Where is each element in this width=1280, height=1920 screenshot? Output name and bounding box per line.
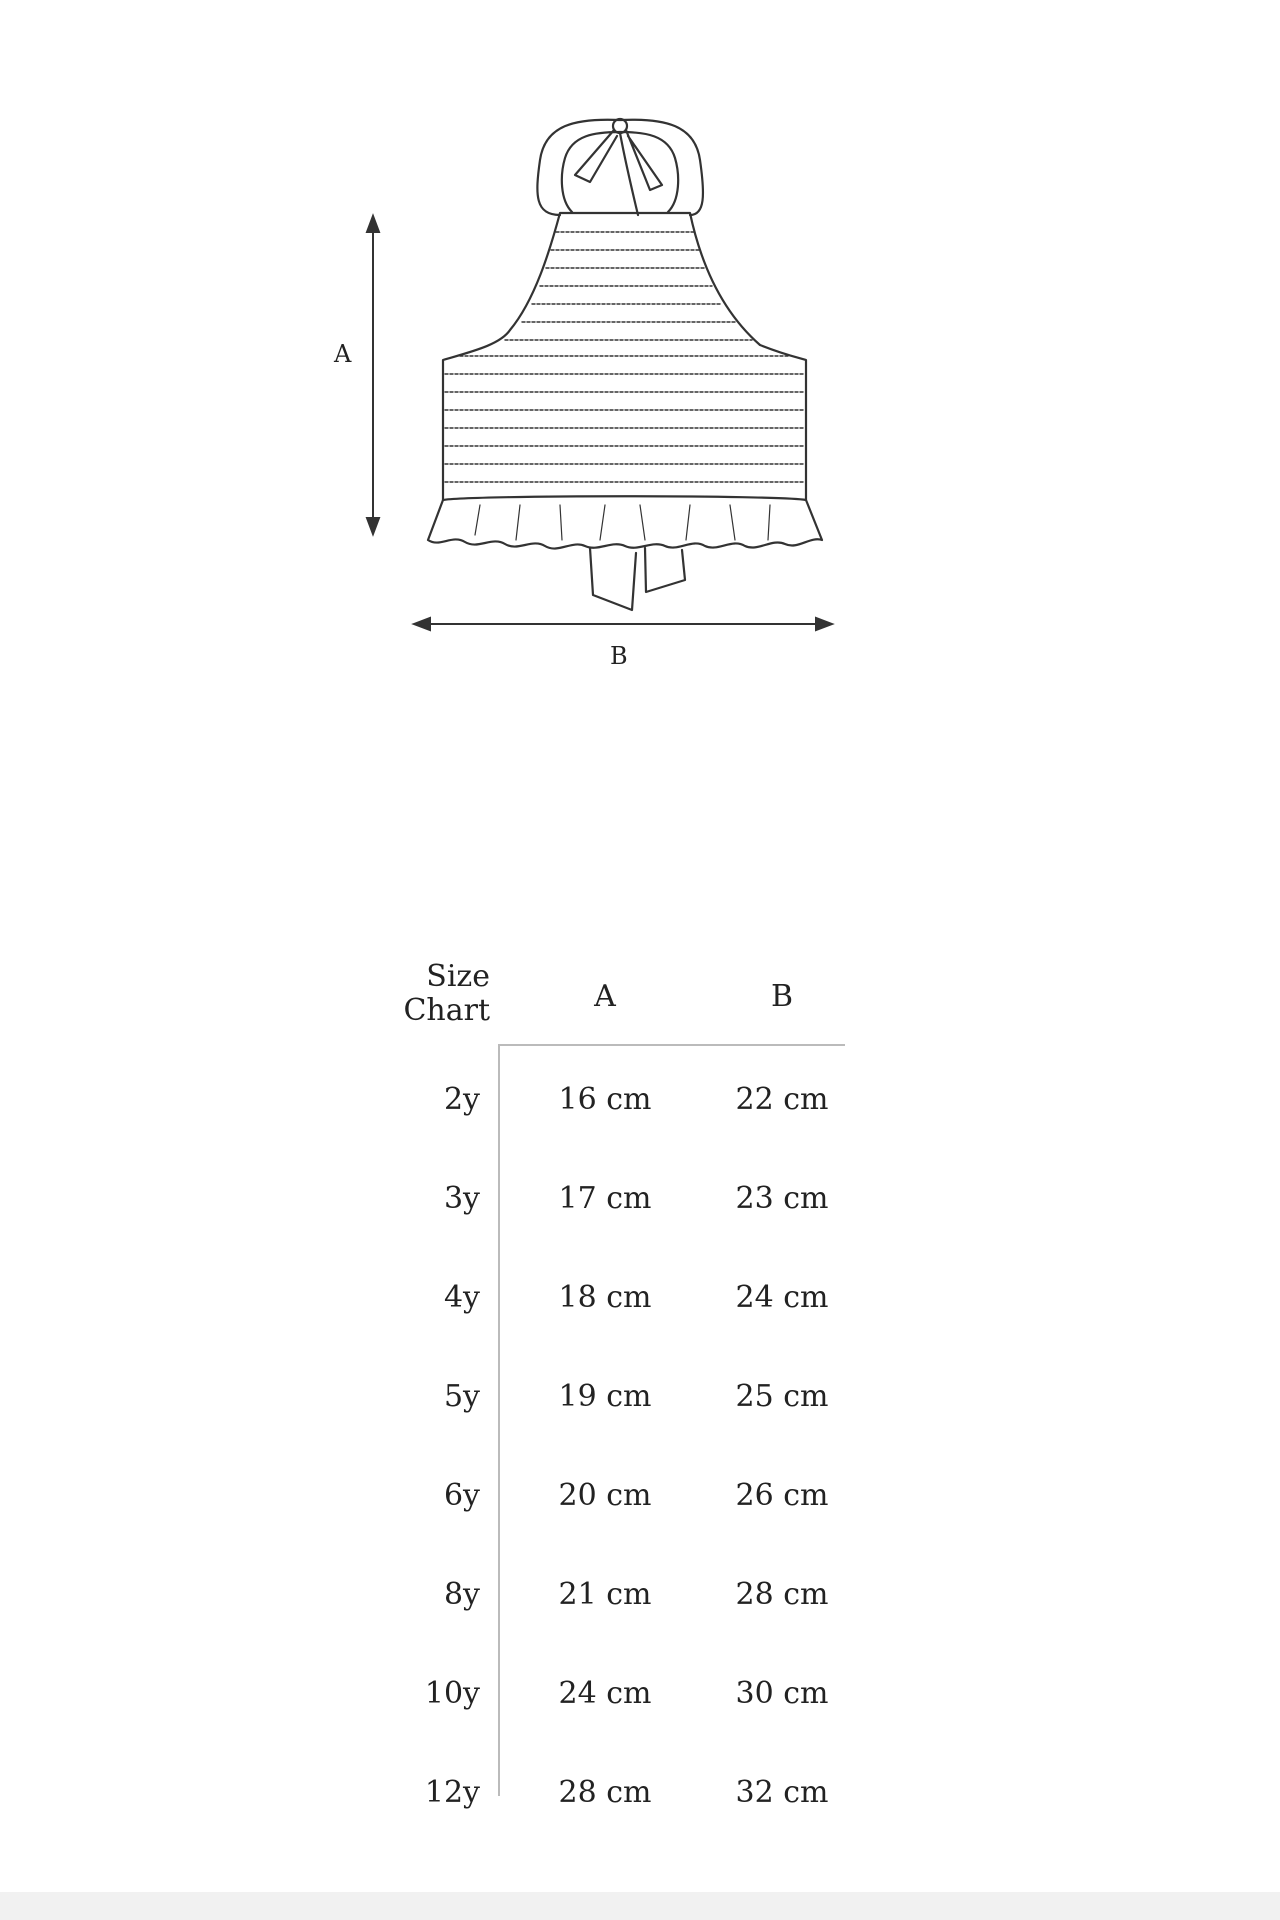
- dimension-a-arrow: [367, 216, 379, 534]
- size-cell: 8y: [443, 1577, 480, 1612]
- ruffle-outline: [428, 500, 822, 549]
- header-divider: [500, 1044, 845, 1046]
- table-row: [360, 1664, 880, 1724]
- size-chart-header: [380, 960, 490, 1028]
- neck-strap-inner: [562, 132, 678, 212]
- table-row: [360, 1169, 880, 1229]
- bottom-band: [0, 1892, 1280, 1920]
- size-cell: 6y: [443, 1478, 480, 1513]
- size-cell: 10y: [424, 1676, 480, 1711]
- a-cell: 24 cm: [558, 1676, 652, 1711]
- table-row: [360, 1763, 880, 1823]
- a-cell: 20 cm: [558, 1478, 652, 1513]
- b-cell: 22 cm: [735, 1082, 829, 1117]
- halter-top-illustration: [320, 100, 840, 680]
- column-header-b: B: [770, 979, 794, 1014]
- size-cell: 12y: [424, 1775, 480, 1810]
- b-cell: 25 cm: [735, 1379, 829, 1414]
- table-row: [360, 1466, 880, 1526]
- back-tie-right: [645, 548, 685, 592]
- dimension-b-arrow: [414, 618, 832, 630]
- back-tie-left: [590, 548, 636, 610]
- a-cell: 28 cm: [558, 1775, 652, 1810]
- b-cell: 26 cm: [735, 1478, 829, 1513]
- a-cell: 16 cm: [558, 1082, 652, 1117]
- a-cell: 18 cm: [558, 1280, 652, 1315]
- b-cell: 23 cm: [735, 1181, 829, 1216]
- table-row: [360, 1367, 880, 1427]
- b-cell: 28 cm: [735, 1577, 829, 1612]
- size-cell: 2y: [443, 1082, 480, 1117]
- dimension-b-label: B: [610, 642, 628, 670]
- table-row: [360, 1565, 880, 1625]
- a-cell: 19 cm: [558, 1379, 652, 1414]
- size-cell: 4y: [443, 1280, 480, 1315]
- size-chart-table: [360, 960, 880, 1860]
- dimension-a-label: A: [334, 340, 352, 368]
- b-cell: 32 cm: [735, 1775, 829, 1810]
- size-chart-header-line2: Chart: [403, 993, 490, 1028]
- size-chart-header-line1: Size: [426, 959, 490, 994]
- size-cell: 5y: [443, 1379, 480, 1414]
- a-cell: 17 cm: [558, 1181, 652, 1216]
- a-cell: 21 cm: [558, 1577, 652, 1612]
- table-row: [360, 1070, 880, 1130]
- table-row: [360, 1268, 880, 1328]
- size-cell: 3y: [443, 1181, 480, 1216]
- b-cell: 24 cm: [735, 1280, 829, 1315]
- b-cell: 30 cm: [735, 1676, 829, 1711]
- column-header-a: A: [594, 979, 616, 1014]
